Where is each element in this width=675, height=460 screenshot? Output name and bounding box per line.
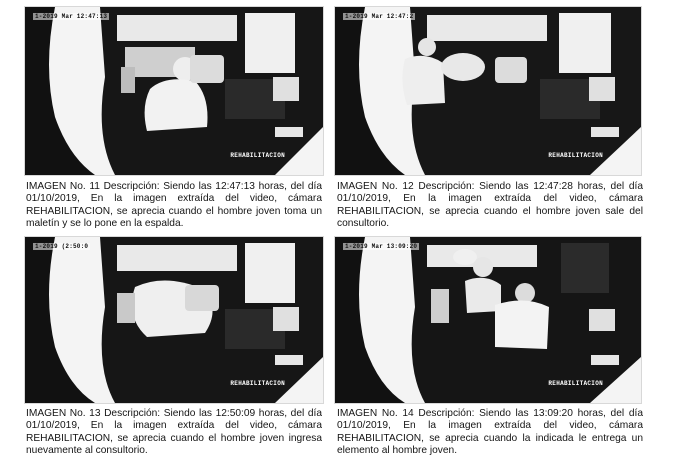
camera-label: REHABILITACION bbox=[548, 380, 603, 387]
cctv-frame-11 bbox=[24, 6, 324, 176]
image-caption-13: IMAGEN No. 13 Descripción: Siendo las 12:50:09 horas, del día 01/10/2019, En la imagen extraída del video, cámara REHABILITACION, se aprecia cuando el hombre joven ingresa nuevamente al consultorio. bbox=[26, 408, 322, 457]
video-timestamp: 1-2019 Mar 13:09:20 bbox=[345, 243, 418, 250]
image-caption-11: IMAGEN No. 11 Descripción: Siendo las 12:47:13 horas, del día 01/10/2019, En la imagen extraída del video, cámara REHABILITACION, se aprecia cuando el hombre joven toma un maletín y se lo pone en la espalda. bbox=[26, 181, 322, 230]
cctv-frame-13 bbox=[24, 236, 324, 404]
cctv-scene-14 bbox=[335, 237, 641, 403]
image-caption-12: IMAGEN No. 12 Descripción: Siendo las 12:47:28 horas, del día 01/10/2019, En la imagen extraída del video, cámara REHABILITACION, se aprecia cuando el hombre joven sale del consultorio. bbox=[337, 181, 643, 230]
cctv-frame-14 bbox=[334, 236, 642, 404]
video-timestamp: 1-2019 Mar 12:47:2 bbox=[345, 13, 414, 20]
camera-label: REHABILITACION bbox=[230, 380, 285, 387]
cctv-scene-11 bbox=[25, 7, 323, 175]
camera-label: REHABILITACION bbox=[230, 152, 285, 159]
cctv-scene-13 bbox=[25, 237, 323, 403]
cctv-scene-12 bbox=[335, 7, 641, 175]
cctv-frame-12 bbox=[334, 6, 642, 176]
video-timestamp: 1-2019 (2:50:0 bbox=[35, 243, 89, 250]
video-timestamp: 1-2019 Mar 12:47:13 bbox=[35, 13, 108, 20]
image-caption-14: IMAGEN No. 14 Descripción: Siendo las 13:09:20 horas, del día 01/10/2019, En la imagen extraída del video, cámara REHABILITACION, se aprecia cuando la indicada le entrega un elemento al hombre joven. bbox=[337, 408, 643, 457]
camera-label: REHABILITACION bbox=[548, 152, 603, 159]
